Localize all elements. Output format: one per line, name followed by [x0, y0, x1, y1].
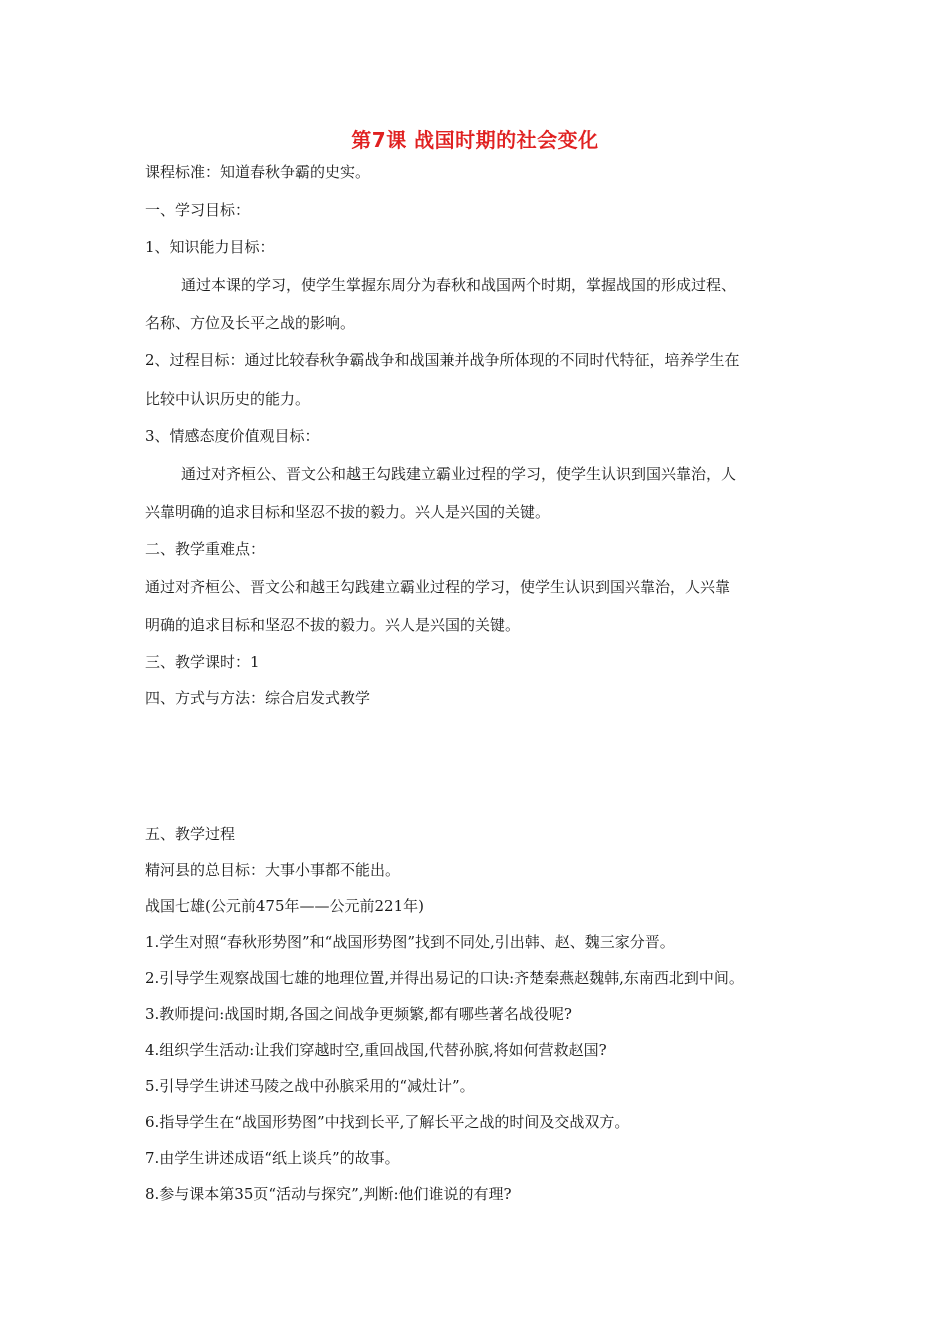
- list-item: 6.指导学生在“战国形势图”中找到长平,了解长平之战的时间及交战双方。: [145, 1113, 630, 1131]
- subheading-seven-states: 战国七雄(公元前475年——公元前221年): [145, 897, 424, 915]
- subheading-process: 2、过程目标：通过比较春秋争霸战争和战国兼并战争所体现的不同时代特征，培养学生在: [145, 351, 740, 369]
- list-item: 8.参与课本第35页“活动与探究”,判断:他们谁说的有理?: [145, 1185, 512, 1203]
- section-heading-hours: 三、教学课时：1: [145, 653, 260, 671]
- paragraph-line: 通过对齐桓公、晋文公和越王勾践建立霸业过程的学习，使学生认识到国兴靠治，人: [181, 465, 737, 483]
- course-standard: 课程标准：知道春秋争霸的史实。: [145, 163, 371, 181]
- lesson-title: 第7课 战国时期的社会变化: [351, 128, 599, 152]
- paragraph-line: 精河县的总目标：大事小事都不能出。: [145, 861, 401, 879]
- paragraph-line: 兴靠明确的追求目标和坚忍不拔的毅力。兴人是兴国的关键。: [145, 503, 551, 521]
- subheading-knowledge: 1、知识能力目标：: [145, 238, 275, 256]
- paragraph-line: 明确的追求目标和坚忍不拔的毅力。兴人是兴国的关键。: [145, 616, 521, 634]
- list-item: 3.教师提问:战国时期,各国之间战争更频繁,都有哪些著名战役呢?: [145, 1005, 572, 1023]
- paragraph-line: 通过本课的学习，使学生掌握东周分为春秋和战国两个时期，掌握战国的形成过程、: [181, 276, 737, 294]
- list-item: 1.学生对照“春秋形势图”和“战国形势图”找到不同处,引出韩、赵、魏三家分晋。: [145, 933, 675, 951]
- section-heading-key-points: 二、教学重难点：: [145, 540, 266, 558]
- list-item: 5.引导学生讲述马陵之战中孙膑采用的“减灶计”。: [145, 1077, 475, 1095]
- paragraph-line: 名称、方位及长平之战的影响。: [145, 314, 356, 332]
- list-item: 4.组织学生活动:让我们穿越时空,重回战国,代替孙膑,将如何营救赵国?: [145, 1041, 607, 1059]
- subheading-emotion: 3、情感态度价值观目标：: [145, 427, 320, 445]
- paragraph-line: 比较中认识历史的能力。: [145, 390, 311, 408]
- list-item: 2.引导学生观察战国七雄的地理位置,并得出易记的口诀:齐楚秦燕赵魏韩,东南西北到中间。: [145, 969, 744, 987]
- section-heading-process: 五、教学过程: [145, 825, 236, 843]
- section-heading-methods: 四、方式与方法：综合启发式教学: [145, 689, 371, 707]
- section-heading-objectives: 一、学习目标：: [145, 201, 251, 219]
- paragraph-line: 通过对齐桓公、晋文公和越王勾践建立霸业过程的学习，使学生认识到国兴靠治，人兴靠: [145, 578, 731, 596]
- list-item: 7.由学生讲述成语“纸上谈兵”的故事。: [145, 1149, 400, 1167]
